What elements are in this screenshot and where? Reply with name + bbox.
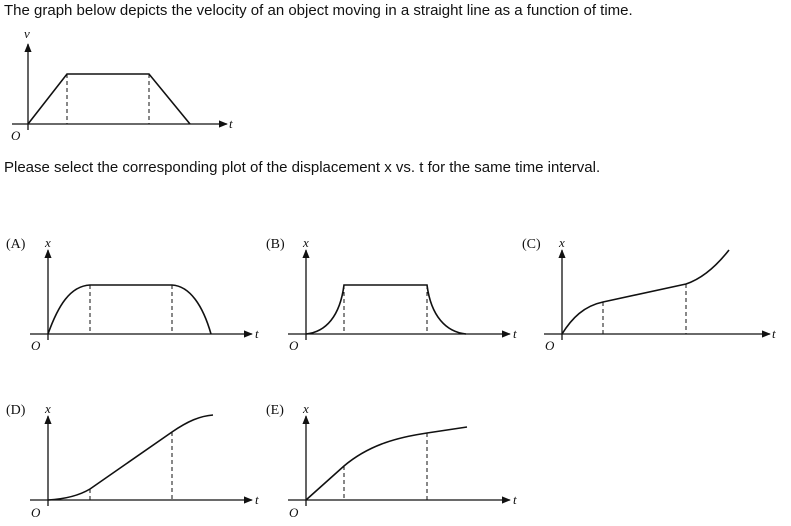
option-d-origin-label: O xyxy=(31,505,41,520)
option-a-x-label: t xyxy=(255,326,259,341)
question-text-line1: The graph below depicts the velocity of an object moving in a straight line as a function of time. xyxy=(4,2,633,19)
option-b-y-label: x xyxy=(303,235,309,250)
option-b-x-label: t xyxy=(513,326,517,341)
option-d-graph[interactable] xyxy=(30,415,252,506)
option-a-curve xyxy=(48,285,211,334)
option-b-graph[interactable] xyxy=(288,250,510,340)
option-c-origin-label: O xyxy=(545,338,555,353)
option-c-graph[interactable] xyxy=(544,250,770,340)
option-a-y-label: x xyxy=(45,235,51,250)
velocity-graph-x-label: t xyxy=(229,116,233,131)
option-e-y-label: x xyxy=(303,401,309,416)
option-d-curve xyxy=(48,415,213,500)
option-d-y-label: x xyxy=(45,401,51,416)
option-b-label[interactable]: (B) xyxy=(266,237,285,252)
velocity-graph-origin-label: O xyxy=(11,128,21,143)
velocity-graph-y-label: v xyxy=(24,26,30,41)
option-a-label[interactable]: (A) xyxy=(6,237,26,252)
option-b-origin-label: O xyxy=(289,338,299,353)
velocity-curve xyxy=(28,74,190,124)
option-e-x-label: t xyxy=(513,492,517,507)
option-d-label[interactable]: (D) xyxy=(6,403,26,418)
option-e-label[interactable]: (E) xyxy=(266,403,284,418)
option-e-graph[interactable] xyxy=(288,416,510,506)
option-a-graph[interactable] xyxy=(30,250,252,340)
option-c-x-label: t xyxy=(772,326,776,341)
option-c-y-label: x xyxy=(559,235,565,250)
option-c-label[interactable]: (C) xyxy=(522,237,541,252)
option-e-origin-label: O xyxy=(289,505,299,520)
option-d-x-label: t xyxy=(255,492,259,507)
velocity-graph xyxy=(12,44,227,130)
option-e-curve xyxy=(306,427,467,500)
option-b-curve xyxy=(306,285,466,334)
option-a-origin-label: O xyxy=(31,338,41,353)
question-text-line2: Please select the corresponding plot of the displacement x vs. t for the same time interval. xyxy=(4,159,601,176)
option-c-curve xyxy=(562,250,729,334)
